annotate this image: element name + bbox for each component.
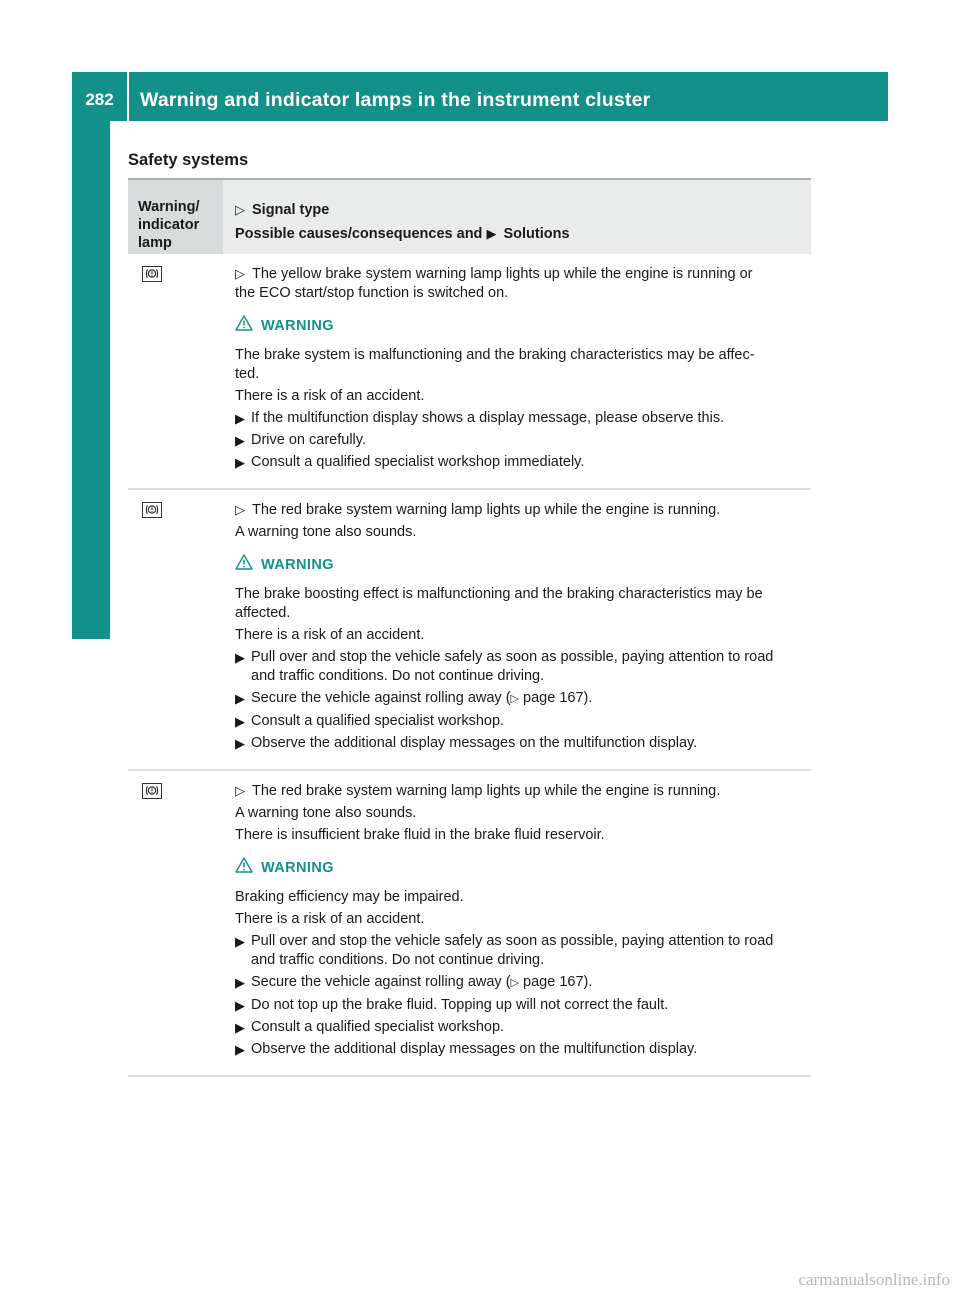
solution-arrow-icon: ▶ — [235, 433, 245, 448]
signal-type-header: ▷ Signal type — [235, 198, 811, 222]
info-cell — [223, 490, 811, 769]
info-cell — [223, 771, 811, 1075]
solution-arrow-icon: ▶ — [235, 1042, 245, 1057]
page-reference-icon: ▷ — [510, 693, 519, 705]
lamp-header-line: Warning/ — [138, 199, 200, 215]
warning-triangle-icon — [235, 315, 261, 337]
solution-arrow-icon: ▶ — [235, 411, 245, 426]
signal-text: ▷ The yellow brake system warning lamp lights up while the engine is running or the ECO start/stop function is switched on. — [235, 266, 753, 301]
info-column-header — [223, 180, 811, 254]
warning-triangle-icon — [235, 554, 261, 576]
solution-arrow-icon: ▶ — [235, 1020, 245, 1035]
solution-step: ▶ Pull over and stop the vehicle safely as soon as possible, paying attention to road and traffic conditions. Do not continue driving. — [235, 933, 774, 968]
header-divider — [127, 72, 129, 121]
lamp-header-line: indicator — [138, 217, 200, 233]
solution-arrow-icon: ▶ — [235, 691, 245, 706]
brake-warning-lamp-icon — [142, 783, 162, 799]
solution-arrow-icon: ▶ — [235, 975, 245, 990]
table-header — [128, 180, 811, 254]
solution-step: ▶ Consult a qualified specialist workshop. — [235, 1019, 505, 1035]
warning-triangle-icon — [235, 857, 261, 879]
solution-step: ▶ Consult a qualified specialist workshop. — [235, 713, 505, 729]
solution-arrow-icon: ▶ — [235, 998, 245, 1013]
triangle-right-filled-icon: ▶ — [486, 226, 497, 241]
solution-step: ▶ Observe the additional display messages on the multifunction display. — [235, 735, 698, 751]
table-row — [128, 490, 811, 771]
lamp-column-header — [128, 180, 223, 254]
solution-arrow-icon: ▶ — [235, 714, 245, 729]
triangle-right-outline-icon: ▷ — [235, 502, 245, 517]
signal-text: ▷ The red brake system warning lamp lights up while the engine is running. — [235, 502, 721, 518]
solution-step: ▶ If the multifunction display shows a display message, please observe this. — [235, 410, 725, 426]
signal-detail: There is insufficient brake fluid in the brake fluid reservoir. — [235, 827, 605, 843]
header-title: Warning and indicator lamps in the instrument cluster — [140, 89, 651, 111]
solution-arrow-icon: ▶ — [235, 736, 245, 751]
solution-step: ▶ Observe the additional display messages on the multifunction display. — [235, 1041, 698, 1057]
risk-text: There is a risk of an accident. — [235, 627, 425, 643]
solution-step: ▶ Drive on carefully. — [235, 432, 366, 448]
lamp-cell — [128, 771, 223, 1075]
triangle-right-outline-icon: ▷ — [235, 202, 245, 217]
solution-step: ▶ Pull over and stop the vehicle safely as soon as possible, paying attention to road and traffic conditions. Do not continue driving. — [235, 649, 774, 684]
lamp-header-line: lamp — [138, 235, 172, 251]
page-number: 282 — [85, 90, 114, 109]
triangle-right-outline-icon: ▷ — [235, 783, 245, 798]
solution-step: ▶ Secure the vehicle against rolling away (▷ page 167). — [235, 689, 811, 709]
page-reference-link[interactable]: page 167). — [523, 690, 593, 706]
table-row — [128, 254, 811, 490]
triangle-right-outline-icon: ▷ — [235, 266, 245, 281]
table-body — [128, 254, 811, 1077]
section-title: Safety systems — [128, 151, 249, 169]
lamp-cell — [128, 490, 223, 769]
page-header — [72, 72, 888, 121]
causes-solutions-header: Possible causes/consequences and ▶ Solutions — [235, 222, 811, 246]
signal-text: ▷ The red brake system warning lamp lights up while the engine is running. — [235, 783, 721, 799]
solution-arrow-icon: ▶ — [235, 934, 245, 949]
warning-text: The brake boosting effect is malfunctioning and the braking characteristics may be affected. — [235, 586, 763, 621]
signal-detail: A warning tone also sounds. — [235, 805, 417, 821]
page-reference-link[interactable]: page 167). — [523, 974, 593, 990]
watermark: carmanualsonline.info — [798, 1270, 950, 1289]
warning-lamps-table — [128, 178, 811, 1077]
warning-heading: WARNING — [235, 315, 811, 337]
solution-arrow-icon: ▶ — [235, 455, 245, 470]
info-cell — [223, 254, 811, 488]
page-reference-icon: ▷ — [510, 977, 519, 989]
brake-warning-lamp-icon — [142, 502, 162, 518]
risk-text: There is a risk of an accident. — [235, 388, 425, 404]
warning-text: The brake system is malfunctioning and the braking characteristics may be affec- ted. — [235, 347, 755, 382]
solution-step: ▶ Do not top up the brake fluid. Topping up will not correct the fault. — [235, 997, 669, 1013]
brake-warning-lamp-icon — [142, 266, 162, 282]
risk-text: There is a risk of an accident. — [235, 911, 425, 927]
lamp-cell — [128, 254, 223, 488]
signal-detail: A warning tone also sounds. — [235, 524, 417, 540]
solution-step: ▶ Secure the vehicle against rolling away (▷ page 167). — [235, 973, 811, 993]
side-tab-label: On-board computer and displays — [79, 227, 102, 557]
solution-step: ▶ Consult a qualified specialist workshop immediately. — [235, 454, 585, 470]
warning-heading: WARNING — [235, 857, 811, 879]
table-row — [128, 771, 811, 1077]
warning-heading: WARNING — [235, 554, 811, 576]
warning-text: Braking efficiency may be impaired. — [235, 889, 464, 905]
solution-arrow-icon: ▶ — [235, 650, 245, 665]
